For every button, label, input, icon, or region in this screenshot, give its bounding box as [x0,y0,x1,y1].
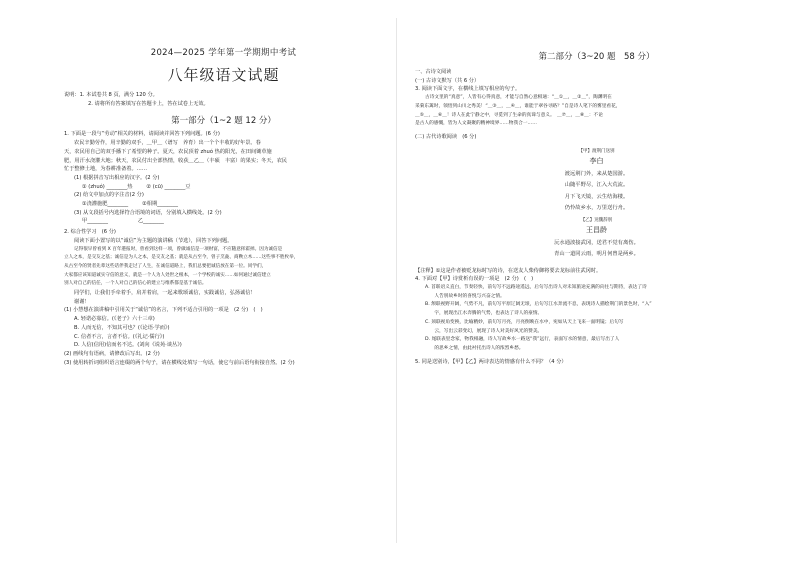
passage-line: 古诗文里的“真意”，人皆有心得真意，才能与自然心意相通：“＿①＿，＿②＿”，陶渊明在 [425,95,612,101]
answer-row [64,217,383,226]
instructions [64,91,383,108]
poem-header: 【甲】渡荆门送别 [578,148,615,154]
option-d[interactable]: D. 尾联表里念家，物我相融，诗人写故乡水一路送“我”远行，表面写水的情意，最后写出了人 [425,337,620,343]
poem-a [415,148,778,215]
section-heading: 一、古诗文阅读 [415,69,452,75]
subject-title: 八年级语文试题 [167,66,280,84]
part2-heading: 第二部分（3~20 题 58 分） [538,52,655,62]
section-classical [415,68,778,142]
question-2 [64,228,383,367]
option-b[interactable]: B. 颔联视野开阔，气势不凡，前句写平原辽阔无垠，后句写江水奔流不息，表现诗人描绘荆门的景色时，“入” [425,302,652,308]
sub-question: (1) 根据拼音写出相应的汉字。(2 分) [74,174,160,181]
option-a[interactable]: A. 轻诺必寡信。(《老子》六十三章) [74,316,155,323]
exam-title: 2024—2025 学年第一学期期中考试 [150,48,297,58]
passage-line: 肥，用汗水浇灌大地；秋天，农民付出全部热情，收获＿乙＿（丰硕 丰富）的果实；冬天，农民 [64,157,288,164]
passage-line: 立人之本，是交友之基；诚信是为人之本，是交友之基；就是从古至今，曾子烹彘、商鞅立木……这些事不胜枚举， [64,255,299,261]
option-a[interactable]: A. 首联语义直白，节奏轻快，前句写不远路途遥远，后句写出诗人对未知旅途充满的向往与期待，表达了诗 [425,285,647,291]
option-c[interactable]: C. 信者不言，言者不信。(《礼记·儒行》) [74,333,165,340]
sub-question: (2) 画线句有语病，请修改后写出。(2 分) [64,350,160,357]
sub-question: (3) 从文段括号内选择符合语境的词语，分别填入横线处。(2 分) [74,209,222,216]
question-stem: 5. 同是送别诗，【甲】【乙】两诗表达的情感有什么不同？（4 分） [415,358,567,365]
poem-line: 渡远荆门外，来从楚国游。 [564,170,629,177]
answer-row [64,200,383,209]
passage-line: 阅读下面小置写的以“诚信”为主题的演讲稿（节选），回答下列问题。 [74,237,233,244]
question-4 [415,267,778,367]
answer-blank[interactable]: 甲________ [82,218,108,225]
option-d[interactable]: D. 人信(信用)信而名不达。(刘向《说苑·谈丛》) [74,342,182,349]
option-b-cont: 字，展现出江水奔腾的气势，也表达了诗人的豪情。 [425,311,543,317]
poem-line: 青山一道同云雨，明月何曾是两乡。 [554,251,639,258]
option-c-cont: 云，写出云彩变幻，展现了诗人对美好风光的赞美。 [425,328,543,334]
answer-row [64,183,383,192]
option-d-cont: 的思乡之情，由此衬托出诗人的浓烈乡愁。 [425,345,524,351]
passage-thanks: 谢谢！ [74,298,90,305]
option-c[interactable]: C. 颈联视角变换，比喻精妙，前句写月亮，月亮倒映在水中，宛如从天上飞来一面明镜；后句写 [425,319,624,325]
question-stem: 2. 综合性学习 (6 分) [64,229,116,236]
passage-line: 农民辛勤劳作，用辛勤的双手，＿甲＿（谱写 养育）出一个个丰收的好年景。春 [74,140,261,147]
passage-line: 忙于整修土地，为春耕准备着。…… [64,166,148,173]
sub-question: (2) 给文中加点的字注音(2 分) [74,192,144,199]
answer-blank[interactable]: ①浇灌施肥________ [82,201,129,208]
poem-line: 山随平野尽，江入大荒流。 [564,182,629,189]
option-a-cont: 人告别故乡时的喜悦与兴奋之情。 [425,293,505,299]
poem-line: 月下飞天镜，云生结海楼。 [564,193,629,200]
passage-line: ＿⑤＿，＿⑥＿！诗人在此宁静之中，寻觅到了生命的真谛与意义。 ＿⑦＿，＿⑧＿：不论 [415,112,603,118]
passage-line: 别人对自己的信任，一个人对自己的信心的建立与维系都是基于诚信。 [64,281,207,287]
passage-line: 采菊东篱时，领悟到山川之秀美！“＿③＿，＿④＿，谁能于翠谷寻路？”自是诗人笔下的雾里看花， [415,103,621,109]
poem-author: 王昌龄 [586,225,607,234]
poem-header: 【乙】送魏辞别 [580,217,613,223]
right-page [397,0,794,561]
passage-line: 天，农民用自己的双手播下了希望的种子。夏天，农民顶着 zhuó 热的阳光，在田间锄草施 [64,148,272,155]
question-1 [64,130,383,226]
passage-line: 从古至今的贤者先辈这些话伴我走过了人生，在诚信道路上，我们总要把诚信放在第一位。同学们， [64,263,267,269]
instruction-line: 2. 请将所有答案填写在答题卡上，答在试卷上无效。 [88,100,209,107]
sub-question: (1) 小慧想在演讲稿中引用关于“诚信”的名言，下列不适合引用的一项是 (2 分) ( ) [64,307,263,314]
passage-line: 大家都应该知道诚实守信的意义，就是一个人为人处世之根本，一个学校的诚实……如何通过诚信建立 [64,272,271,278]
passage-line: 记得很早曾看到 X 百年港报时，曾看到这样一项，曾做诚信是一项财富，不应随意挥霍掉。因为诚信是 [74,246,283,252]
answer-blank[interactable]: ① (zhuó) ________热 [82,183,133,190]
answer-blank[interactable]: 乙________ [137,218,164,225]
question-stem: 1. 下面是一段与“劳动”相关的材料，请阅读并回答下列问题。(6 分) [64,131,220,138]
passage-closing: 同学们，让我们手牵着手，肩并着肩，一起来歌颂诚信，实践诚信，弘扬诚信！ [74,290,256,297]
sub-question: (3) 使用转折词组织语言连缀的两个句子，请在横线处填写一句话，使它与前后语句衔接自然。(2 分) [64,359,295,366]
part1-heading: 第一部分（1~2 题 12 分） [171,116,276,127]
poem-b [415,217,778,261]
answer-blank[interactable]: ② (cū) ________豆 [146,183,191,190]
poem-author: 李白 [589,156,604,165]
passage-line: 是古人的感慨，皆为人文凝聚的精神境界……物我合一…… [415,121,537,127]
question-stem: 4. 下面对【甲】诗赏析有误的一项是 (2 分) ( ) [415,276,534,283]
subsection-heading: (一) 古诗文默写（共 6 分） [415,77,480,84]
poem-note: 【注释】①这是作者被贬龙标时写的诗，在送友人柴侍御将要去龙标前往武冈时。 [415,267,602,274]
answer-blank[interactable]: ②相期________ [142,201,178,208]
instruction-line: 说明：1. 本试卷共 8 页，满分 120 分。 [64,92,158,98]
poem-line: 沅水通波接武冈，送君不觉有离伤。 [554,239,639,246]
subsection-heading: (二) 古代诗歌阅读 (6 分) [415,133,477,140]
question-stem: 3. 阅读下面文字，在横线上填写相应的句子。 [415,86,521,93]
poem-line: 仍怜故乡水，万里送行舟。 [564,205,629,212]
option-b[interactable]: B. 人而无信，不知其可也？(《论语·学而》) [74,324,170,331]
